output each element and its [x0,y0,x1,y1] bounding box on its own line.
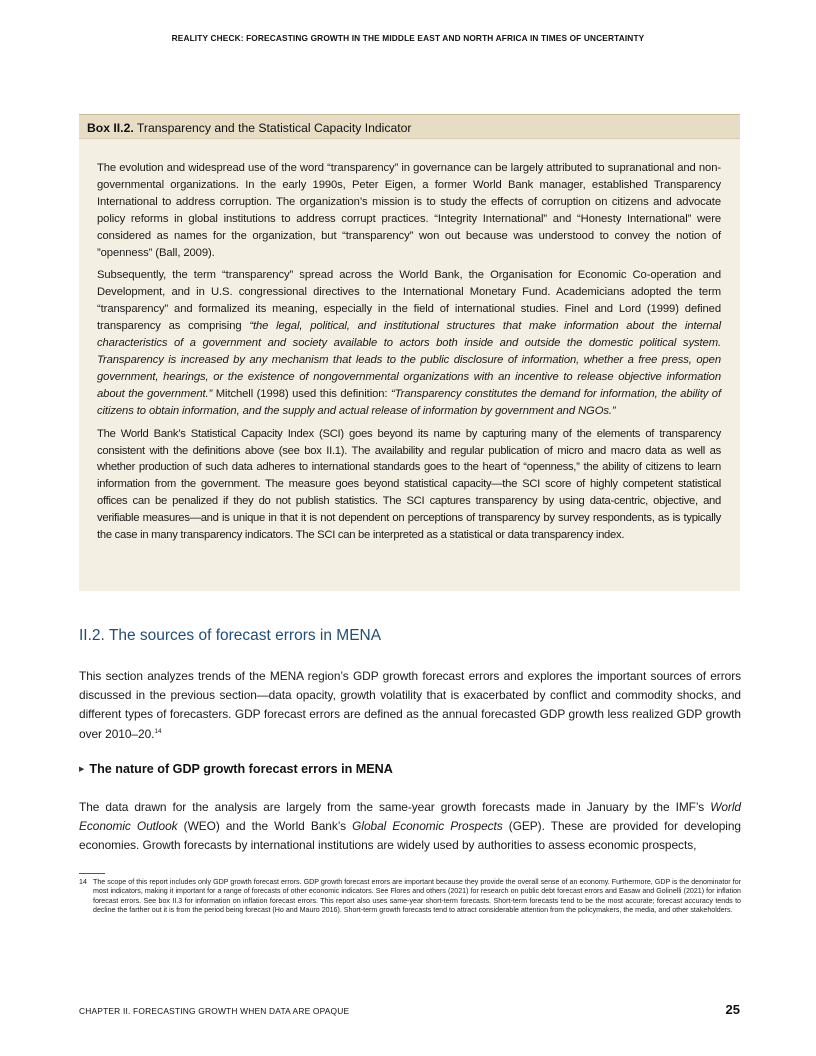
section-heading: II.2. The sources of forecast errors in MENA [79,627,382,644]
box-ii-2 [79,114,740,591]
subsection-heading [79,762,393,776]
page-number: 25 [725,1002,740,1017]
footnote-number: 14 [79,878,87,886]
gep-title: Global Economic Prospects [352,819,503,834]
box-paragraph-3: The World Bank’s Statistical Capacity Index (SCI) goes beyond its name by capturing many of the elements of transparency consistent with the definitions above (see box II.1). The availability and regular publication of micro and macro data as well as whether production of such data adheres to international standards goes to the heart of “openness,” the ability of citizens to learn information from the government. The measure goes beyond statistical capacity—the SCI score of highly competent statistical offices can be penalized if they do not publish statistics. The SCI captures transparency by using data-centric, objective, and verifiable measures—and is unique in that it is not dependent on perceptions of transparency by survey respondents, as is typically the case in many transparency indicators. The SCI can be interpreted as a statistical or data transparency index. [97,427,721,542]
box-label: Box II.2. [87,121,134,135]
finel-lord-quote: “the legal, political, and institutional structures that make information about the internal characteristics of a government and society available to actors both inside and outside the domestic political system. Transparency is increased by any mechanism that leads to the public disclosure of information, whether a free press, open government, hearings, or the existence of nongovernmental organizations with an incentive to release objective information about the government.” [97,320,721,400]
box-paragraph-2-text-b: Mitchell (1998) used this definition: [212,387,392,400]
box-title-bar [79,114,740,139]
running-header: REALITY CHECK: FORECASTING GROWTH IN THE MIDDLE EAST AND NORTH AFRICA IN TIMES OF UNCERTAINTY [171,33,645,43]
footnote-divider [79,873,105,874]
footnote-ref-14[interactable]: 14 [154,727,162,735]
box-body [79,139,740,544]
nature-paragraph [79,798,741,856]
box-paragraph-2 [97,267,721,419]
triangle-bullet-icon: ▶ [79,766,85,773]
nature-text-c: (GEP). These are provided for developing economies. Growth forecasts by international institutions are widely used by authorities to assess economic prospects, [79,819,741,853]
mitchell-quote: “Transparency constitutes the demand for information, the ability of citizens to obtain information, and the supply and actual release of information by government and NGOs.” [97,387,721,417]
nature-text-b: (WEO) and the World Bank’s [177,819,353,834]
running-footer: CHAPTER II. FORECASTING GROWTH WHEN DATA ARE OPAQUE [79,1006,350,1016]
box-paragraph-1: The evolution and widespread use of the word “transparency” in governance can be largely attributed to supranational and non-governmental organizations. In the early 1990s, Peter Eigen, a former World Bank manager, established Transparency International to address corruption. The organization’s mission is to study the effects of corruption on citizens and advocate policy reforms in global institutions to address corrupt practices. “Integrity International” and “Honesty International” were considered as names for the organization, but “transparency” won out because was understood to convey the notion of ”openness” (Ball, 2009). [97,162,721,259]
section-intro-paragraph [79,667,741,744]
footnote-14 [79,878,741,915]
weo-title: World Economic Outlook [79,800,741,834]
footnote-text: The scope of this report includes only GDP growth forecast errors. GDP growth forecast errors are important because they provide the overall sense of an economy. Furthermore, GDP is the denominator for most indicators, making it important for a range of forecasts of other economic indicators. See Flores and others (2021) for research on public debt forecast errors and Easaw and Golinelli (2021) for inflation forecast errors. See box II.3 for information on inflation forecast errors. This report also uses same-year short-term forecasts. Short-term forecasts tend to be the most accurate; forecast accuracy tends to decline the farther out it is from the period being forecast (Ho and Mauro 2016). Short-term growth forecasts tend to attract considerable attention from the policymakers, the media, and other stakeholders. [93,878,741,914]
box-paragraph-2-text-a: Subsequently, the term “transparency” spread across the World Bank, the Organisation for Economic Co-operation and Development, and in U.S. congressional directives to the International Monetary Fund. Academicians adopted the term “transparency” and formalized its meaning, especially in the field of international studies. Finel and Lord (1999) defined transparency as comprising [97,269,721,333]
nature-text-a: The data drawn for the analysis are largely from the same-year growth forecasts made in January by the IMF’s [79,800,711,814]
subsection-heading-text: The nature of GDP growth forecast errors in MENA [89,762,393,776]
section-intro-text: This section analyzes trends of the MENA region’s GDP growth forecast errors and explores the important sources of errors discussed in the previous section—data opacity, growth volatility that is exacerbated by conflict and commodity shocks, and different types of forecasters. GDP forecast errors are defined as the annual forecasted GDP growth less realized GDP growth over 2010–20. [79,669,741,741]
box-title: Transparency and the Statistical Capacity Indicator [136,121,412,135]
